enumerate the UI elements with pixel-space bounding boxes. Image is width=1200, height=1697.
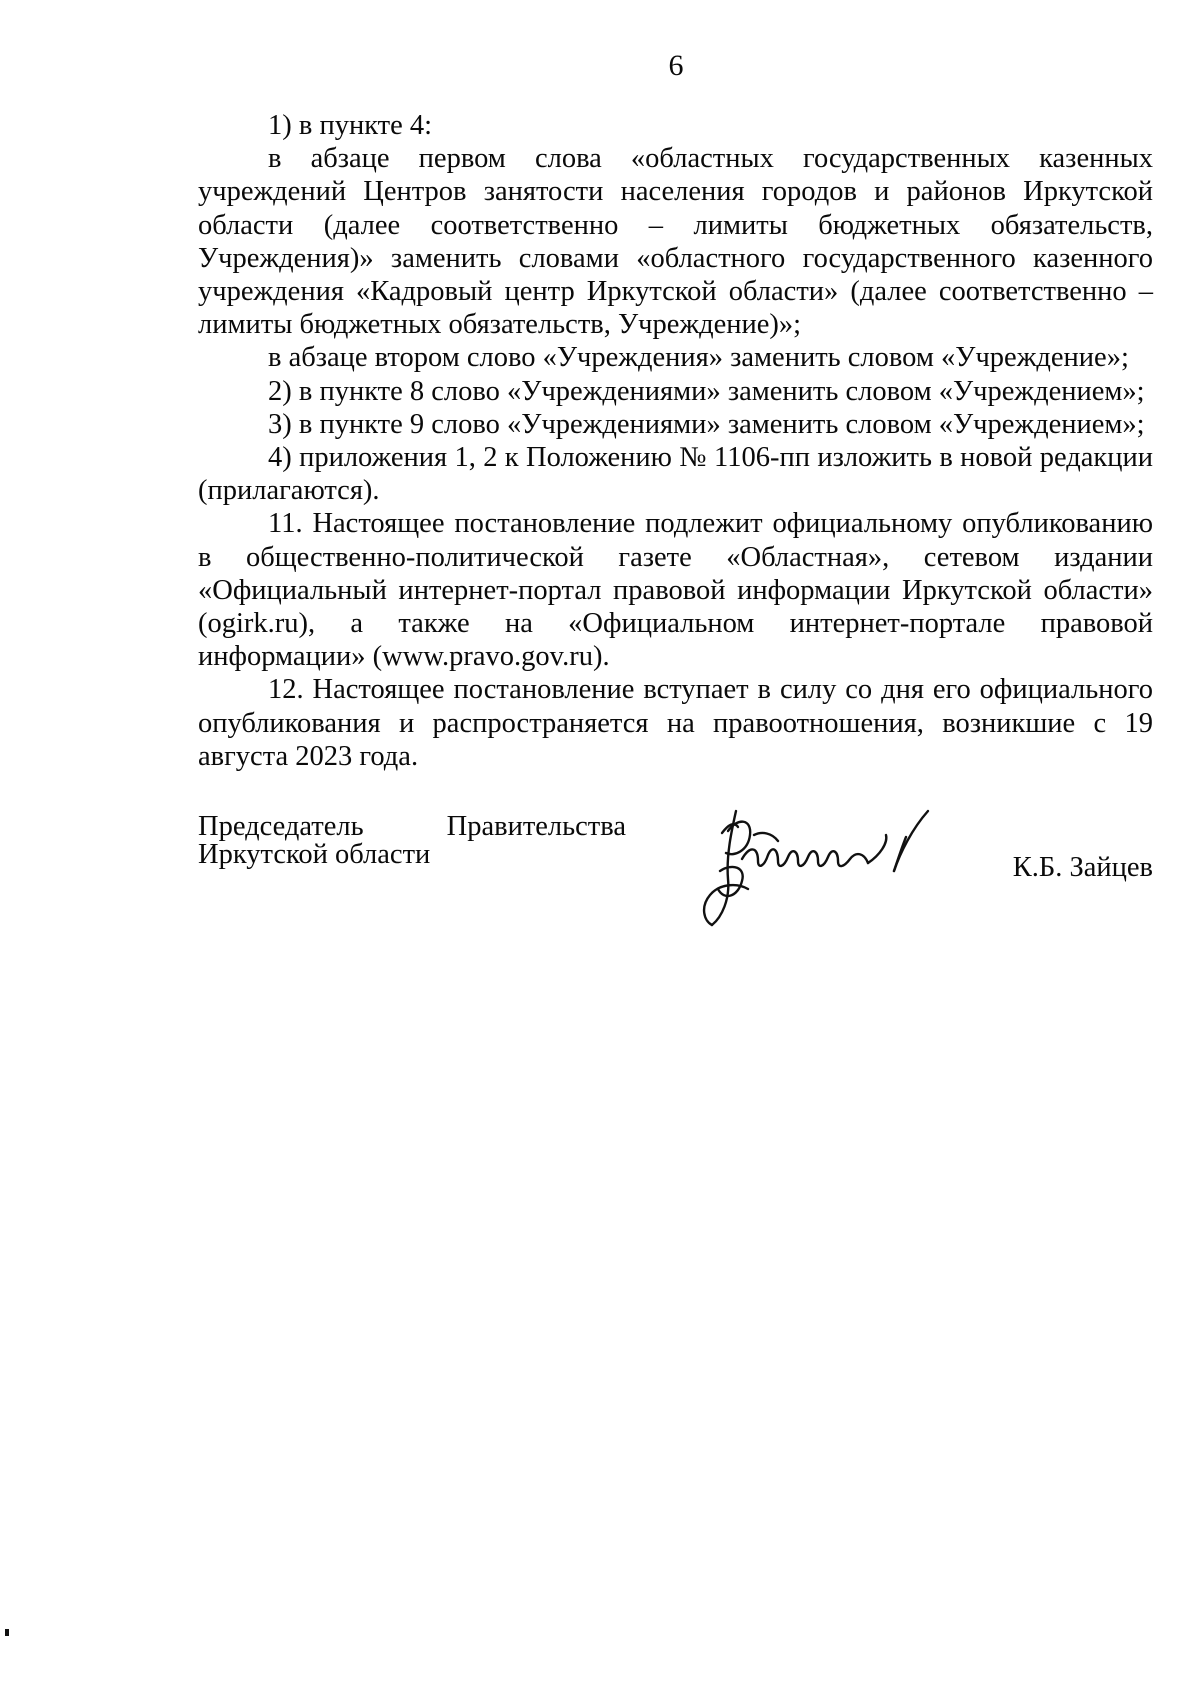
paragraph-second-abzac: в абзаце втором слово «Учреждения» заменить словом «Учреждение»;	[268, 342, 1129, 374]
signer-position-line-2: Иркутской области	[198, 839, 431, 870]
handwritten-signature	[692, 771, 972, 941]
scan-artifact-dot	[5, 1629, 9, 1636]
signer-position	[198, 813, 626, 869]
paragraph-item-3-point-9: 3) в пункте 9 слово «Учреждениями» заменить словом «Учреждением»;	[268, 408, 1145, 440]
paragraph-item-4-appendices: 4) приложения 1, 2 к Положению № 1106-пп изложить в новой редакции (прилагаются).	[198, 442, 1153, 507]
paragraph-12-entry-into-force: 12. Настоящее постановление вступает в силу со дня его официального опубликования и распространяется на правоотношения, возникшие с 19 августа 2023 года.	[198, 674, 1153, 772]
signer-position-line-1	[198, 813, 626, 841]
signature-block	[198, 813, 1153, 943]
paragraph-first-abzac: в абзаце первом слова «областных государственных казенных учреждений Центров занятости населения городов и районов Иркутской области (далее соответственно – лимиты бюджетных обязательств, Учреждения)» заменить словами «областного государственного казенного учреждения «Кадровый центр Иркутской области» (далее соответственно – лимиты бюджетных обязательств, Учреждение)»;	[198, 143, 1153, 341]
paragraph-item-1-point-4: 1) в пункте 4:	[268, 110, 433, 141]
position-word-government: Правительства	[446, 811, 626, 842]
position-word-chairman: Председатель	[198, 811, 364, 842]
paragraph-11-publication: 11. Настоящее постановление подлежит официальному опубликованию в общественно-политической газете «Областная», сетевом издании «Официальный интернет-портал правовой информации Иркутской области» (ogirk.ru), а также на «Официальном интернет-портале правовой информации» (www.pravo.gov.ru).	[198, 508, 1153, 673]
paragraph-item-2-point-8: 2) в пункте 8 слово «Учреждениями» заменить словом «Учреждением»;	[268, 375, 1145, 407]
signer-name: К.Б. Зайцев	[1012, 852, 1153, 883]
document-body	[198, 109, 1153, 773]
page-number: 6	[668, 49, 684, 82]
